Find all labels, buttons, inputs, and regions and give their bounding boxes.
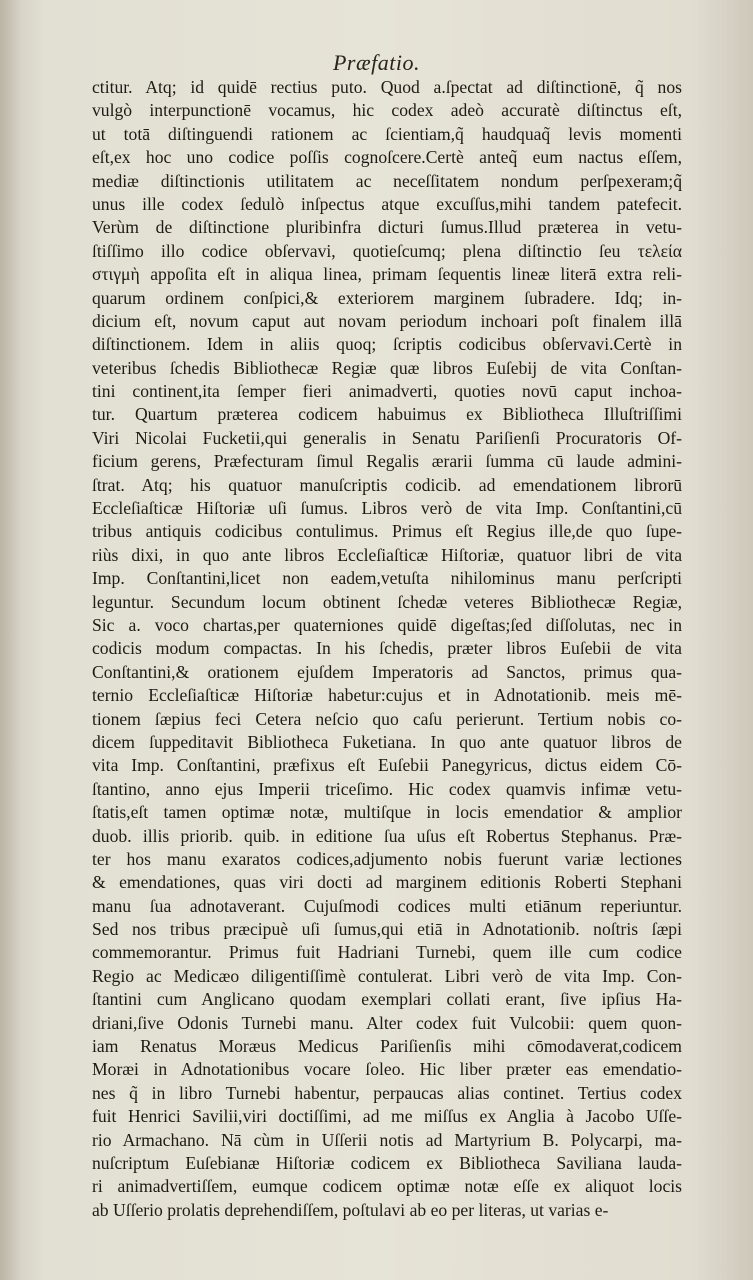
text-line: ſtatis,eſt tamen optimæ notæ, multiſque in locis emendatior & amplior: [92, 802, 682, 823]
text-line: vita Imp. Conſtantini, præfixus eſt Euſebii Panegyricus, dictus eidem Cō-: [92, 755, 682, 776]
text-line: Imp. Conſtantini,licet non eadem,vetuſta nihilominus manu perſcripti: [92, 568, 682, 589]
text-line: ter hos manu exaratos codices,adjumento nobis fuerunt variæ lectiones: [92, 848, 682, 869]
text-line: tur. Quartum præterea codicem habuimus ex Bibliotheca Illuſtriſſimi: [92, 404, 682, 425]
text-line: unus ille codex ſedulò inſpectus atque excuſſus,mihi tandem patefecit.: [92, 193, 682, 214]
text-line: ſtiſſimo illo codice obſervavi, quotieſcumq; plena diſtinctio ſeu τελεία: [92, 240, 682, 261]
text-line: ri animadvertiſſem, eumque codicem optimæ notæ eſſe ex aliquot locis: [92, 1176, 682, 1197]
text-line: mediæ diſtinctionis utilitatem ac neceſſitatem nondum perſpexeram;q̃: [92, 170, 682, 191]
text-line: ab Uſſerio prolatis deprehendiſſem, poſtulavi ab eo per literas, ut varias e-: [92, 1199, 609, 1220]
text-line: ut totā diſtinguendi rationem ac ſcientiam,q̃ haudquaq̃ levis momenti: [92, 123, 682, 144]
text-line: vulgò interpunctionē vocamus, hic codex adeò accuratè diſtinctus eſt,: [92, 100, 682, 121]
text-line: dicium eſt, novum caput aut novam periodum inchoari poſt finalem illā: [92, 310, 682, 331]
text-line: diſtinctionem. Idem in aliis quoq; ſcriptis codicibus obſervavi.Certè in: [92, 334, 682, 355]
text-line: leguntur. Secundum locum obtinent ſchedæ veteres Bibliothecæ Regiæ,: [92, 591, 682, 612]
text-line: duob. illis priorib. quib. in editione ſua uſus eſt Robertus Stephanus. Præ-: [92, 825, 682, 846]
text-line: στιγμὴ appoſita eſt in aliqua linea, primam ſequentis lineæ literā extra reli-: [92, 264, 682, 285]
text-line: fuit Henrici Savilii,viri doctiſſimi, ad me miſſus ex Anglia à Jacobo Uſſe-: [92, 1106, 682, 1127]
text-line: ſtrat. Atq; his quatuor manuſcriptis codicib. ad emendationem librorū: [92, 474, 682, 495]
text-line: Sic a. voco chartas,per quaterniones quidē digeſtas;ſed diſſolutas, nec in: [92, 614, 682, 635]
text-line: ctitur. Atq; id quidē rectius puto. Quod a.ſpectat ad diſtinctionē, q̃ nos: [92, 77, 682, 97]
text-line: Eccleſiaſticæ Hiſtoriæ uſi ſumus. Libros verò de vita Imp. Conſtantini,cū: [92, 498, 682, 519]
text-line: commemorantur. Primus fuit Hadriani Turnebi, quem ille cum codice: [92, 942, 682, 963]
text-line: ſtantini cum Anglicano quodam exemplari collati erant, ſive ipſius Ha-: [92, 989, 682, 1010]
text-line: veteribus ſchedis Bibliothecæ Regiæ quæ libros Euſebij de vita Conſtan-: [92, 357, 682, 378]
text-line: nes q̃ in libro Turnebi habentur, perpaucas alias continet. Tertius codex: [92, 1082, 682, 1103]
body-text: [92, 76, 682, 1222]
text-line: eſt,ex hoc uno codice poſſis cognoſcere.Certè anteq̃ eum nactus eſſem,: [92, 147, 682, 168]
text-line: rio Armachano. Nā cùm in Uſſerii notis ad Martyrium B. Polycarpi, ma-: [92, 1129, 682, 1150]
text-line: ternio Eccleſiaſticæ Hiſtoriæ habetur:cujus et in Adnotationib. meis mē-: [92, 685, 682, 706]
text-line: manu ſua adnotaverant. Cujuſmodi codices multi etiānum reperiuntur.: [92, 895, 682, 916]
text-line: nuſcriptum Euſebianæ Hiſtoriæ codicem ex Bibliotheca Saviliana lauda-: [92, 1152, 682, 1173]
text-line: tionem ſæpius feci Cetera neſcio quo caſu perierunt. Tertium nobis co-: [92, 708, 682, 729]
text-line: dicem ſuppeditavit Bibliotheca Fuketiana. In quo ante quatuor libros de: [92, 731, 682, 752]
running-header: [0, 50, 753, 76]
page-edge-shading: [0, 0, 22, 1280]
page-title: Præfatio.: [332, 50, 420, 75]
text-line: quarum ordinem conſpici,& exteriorem marginem ſubradere. Idq; in-: [92, 287, 682, 308]
text-line: ſtantino, anno ejus Imperii triceſimo. Hic codex quamvis infimæ vetu-: [92, 778, 682, 799]
text-line: Verùm de diſtinctione pluribinfra dicturi ſumus.Illud præterea in vetu-: [92, 217, 682, 238]
text-line: Sed nos tribus præcipuè uſi ſumus,qui etiā in Adnotationib. noſtris ſæpi: [92, 919, 682, 940]
text-line: iam Renatus Moræus Medicus Pariſienſis mihi cōmodaverat,codicem: [92, 1036, 682, 1057]
text-line: tini continent,ita ſemper fieri animadverti, quoties novū caput inchoa-: [92, 381, 682, 402]
text-line: Regio ac Medicæo diligentiſſimè contulerat. Libri verò de vita Imp. Con-: [92, 965, 682, 986]
text-line: & emendationes, quas viri docti ad marginem editionis Roberti Stephani: [92, 872, 682, 893]
text-line: Moræi in Adnotationibus vocare ſoleo. Hic liber præter eas emendatio-: [92, 1059, 682, 1080]
text-line: riùs dixi, in quo ante libros Eccleſiaſticæ Hiſtoriæ, quatuor libri de vita: [92, 544, 682, 565]
text-line: codicis modum compactas. In his ſchedis, præter libros Euſebii de vita: [92, 638, 682, 659]
text-line: tribus antiquis codicibus contulimus. Primus eſt Regius ille,de quo ſupe-: [92, 521, 682, 542]
text-line: driani,ſive Odonis Turnebi manu. Alter codex fuit Vulcobii: quem quon-: [92, 1012, 682, 1033]
text-line: Conſtantini,& orationem ejuſdem Imperatoris ad Sanctos, primus qua-: [92, 661, 682, 682]
text-line: ficium gerens, Præfecturam ſimul Regalis ærarii ſumma cū laude admini-: [92, 451, 682, 472]
text-line: Viri Nicolai Fucketii,qui generalis in Senatu Pariſienſi Procuratoris Of-: [92, 427, 682, 448]
